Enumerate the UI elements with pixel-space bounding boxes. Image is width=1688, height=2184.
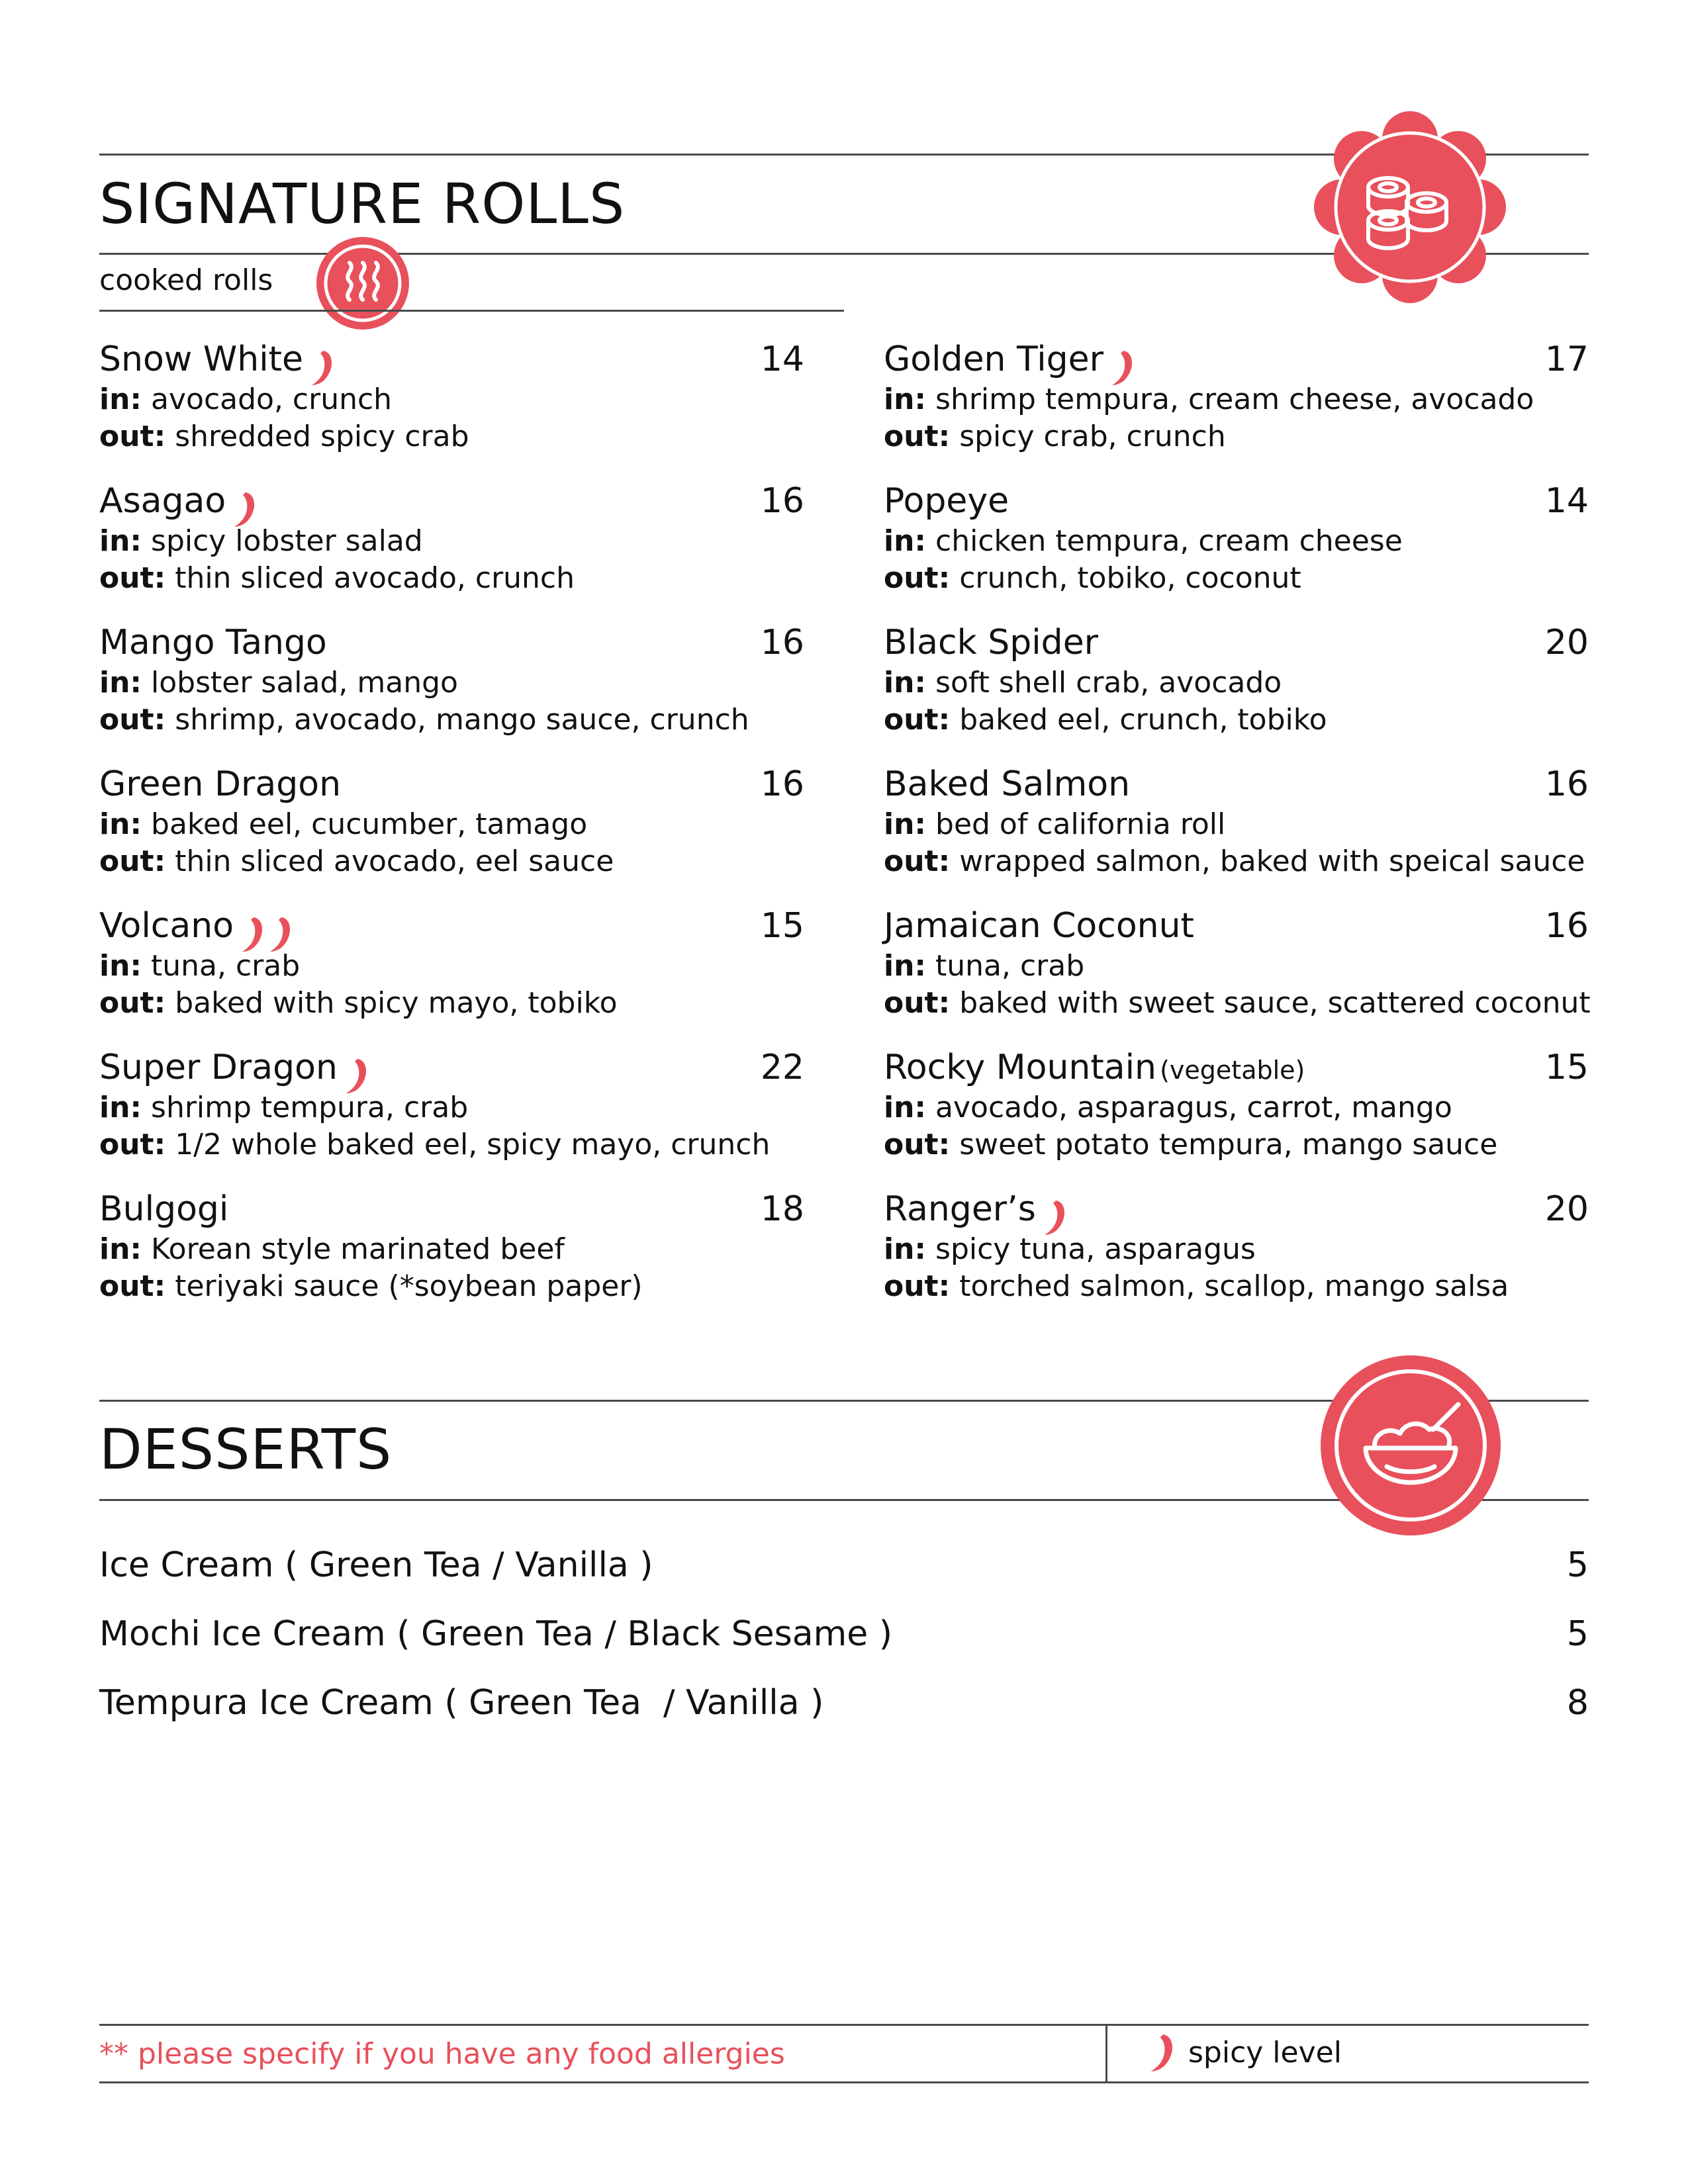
chili-pepper-icon — [344, 1058, 371, 1095]
roll-in: in: Korean style marinated beef — [99, 1232, 565, 1266]
chili-pepper-icon — [310, 349, 336, 387]
rolls-right-column — [884, 338, 1589, 1317]
steam-badge — [316, 237, 409, 330]
chili-pepper-icon — [1149, 2033, 1178, 2073]
cooked-rolls-subtitle: cooked rolls — [99, 263, 273, 297]
dessert-item — [99, 1680, 1589, 1726]
roll-price: 15 — [1544, 1048, 1589, 1087]
dessert-price: 5 — [1566, 1545, 1589, 1585]
roll-name: Asagao — [99, 481, 226, 521]
roll-price: 14 — [1544, 481, 1589, 521]
roll-item — [884, 762, 1589, 880]
roll-in: in: tuna, crab — [884, 949, 1085, 983]
roll-name: Jamaican Coconut — [884, 906, 1194, 946]
roll-item — [884, 1187, 1589, 1305]
roll-price: 16 — [1544, 906, 1589, 946]
roll-price: 16 — [760, 623, 804, 662]
roll-out: out: torched salmon, scallop, mango salsa — [884, 1269, 1509, 1303]
sushi-rolls-badge — [1314, 111, 1506, 303]
dessert-item — [99, 1542, 1589, 1588]
roll-name: Snow White — [99, 340, 304, 379]
roll-price: 22 — [760, 1048, 804, 1087]
roll-price: 18 — [760, 1189, 804, 1229]
roll-out: out: 1/2 whole baked eel, spicy mayo, crunch — [99, 1128, 771, 1161]
roll-name: Green Dragon — [99, 764, 342, 804]
roll-item — [99, 479, 804, 597]
roll-price: 16 — [760, 764, 804, 804]
desserts-title: DESSERTS — [99, 1417, 393, 1482]
roll-price: 16 — [1544, 764, 1589, 804]
roll-price: 20 — [1544, 623, 1589, 662]
allergy-note: ** please specify if you have any food allergies — [99, 2037, 785, 2071]
spicy-legend-label: spicy level — [1188, 2036, 1342, 2070]
roll-in: in: bed of california roll — [884, 807, 1226, 841]
footer-top-rule — [99, 2024, 1589, 2026]
roll-name: Black Spider — [884, 623, 1099, 662]
roll-item — [884, 1046, 1589, 1163]
roll-name: Super Dragon — [99, 1048, 338, 1087]
roll-price: 17 — [1544, 340, 1589, 379]
dessert-name: Mochi Ice Cream ( Green Tea / Black Sesame ) — [99, 1614, 893, 1654]
roll-out: out: shrimp, avocado, mango sauce, crunch — [99, 703, 749, 737]
roll-in: in: avocado, crunch — [99, 383, 393, 416]
roll-in: in: shrimp tempura, crab — [99, 1091, 469, 1124]
rolls-left-column — [99, 338, 804, 1317]
roll-in: in: chicken tempura, cream cheese — [884, 524, 1403, 558]
steam-icon — [316, 237, 409, 330]
roll-in: in: spicy tuna, asparagus — [884, 1232, 1256, 1266]
roll-out: out: spicy crab, crunch — [884, 420, 1226, 453]
roll-note: (vegetable) — [1160, 1056, 1305, 1085]
roll-item — [99, 1046, 804, 1163]
roll-in: in: tuna, crab — [99, 949, 301, 983]
sushi-rolls-icon — [1314, 111, 1506, 303]
chili-pepper-icon — [1043, 1199, 1069, 1236]
signature-rolls-title: SIGNATURE ROLLS — [99, 171, 626, 236]
dessert-name: Ice Cream ( Green Tea / Vanilla ) — [99, 1545, 653, 1585]
roll-item — [884, 621, 1589, 739]
subtitle-rule — [99, 310, 844, 312]
roll-item — [99, 621, 804, 739]
roll-in: in: soft shell crab, avocado — [884, 666, 1282, 700]
footer-bottom-rule — [99, 2081, 1589, 2083]
dessert-item — [99, 1611, 1589, 1657]
roll-price: 14 — [760, 340, 804, 379]
roll-item — [99, 762, 804, 880]
roll-price: 20 — [1544, 1189, 1589, 1229]
roll-out: out: thin sliced avocado, crunch — [99, 561, 575, 595]
dessert-price: 8 — [1566, 1683, 1589, 1723]
roll-out: out: baked with spicy mayo, tobiko — [99, 986, 618, 1020]
roll-out: out: wrapped salmon, baked with speical sauce — [884, 844, 1585, 878]
roll-name: Mango Tango — [99, 623, 327, 662]
roll-item — [99, 338, 804, 455]
roll-item — [99, 904, 804, 1022]
roll-in: in: lobster salad, mango — [99, 666, 458, 700]
roll-out: out: shredded spicy crab — [99, 420, 469, 453]
roll-name: Ranger’s — [884, 1189, 1036, 1229]
roll-in: in: spicy lobster salad — [99, 524, 423, 558]
roll-in: in: avocado, asparagus, carrot, mango — [884, 1091, 1452, 1124]
roll-price: 15 — [760, 906, 804, 946]
roll-item — [884, 338, 1589, 455]
roll-name: Rocky Mountain — [884, 1048, 1157, 1087]
roll-name: Bulgogi — [99, 1189, 229, 1229]
roll-in: in: baked eel, cucumber, tamago — [99, 807, 588, 841]
dessert-name: Tempura Ice Cream ( Green Tea / Vanilla ) — [99, 1683, 824, 1723]
chili-pepper-icon — [1110, 349, 1137, 387]
ice-cream-bowl-icon — [1321, 1355, 1501, 1535]
roll-out: out: crunch, tobiko, coconut — [884, 561, 1301, 595]
roll-price: 16 — [760, 481, 804, 521]
roll-out: out: thin sliced avocado, eel sauce — [99, 844, 614, 878]
dessert-price: 5 — [1566, 1614, 1589, 1654]
roll-name: Golden Tiger — [884, 340, 1104, 379]
roll-item — [99, 1187, 804, 1305]
spicy-legend — [1149, 2033, 1342, 2073]
roll-name: Popeye — [884, 481, 1009, 521]
roll-name: Baked Salmon — [884, 764, 1131, 804]
roll-out: out: baked eel, crunch, tobiko — [884, 703, 1327, 737]
roll-out: out: teriyaki sauce (*soybean paper) — [99, 1269, 643, 1303]
roll-item — [884, 479, 1589, 597]
roll-out: out: baked with sweet sauce, scattered coconut — [884, 986, 1591, 1020]
roll-out: out: sweet potato tempura, mango sauce — [884, 1128, 1498, 1161]
roll-item — [884, 904, 1589, 1022]
roll-name: Volcano — [99, 906, 234, 946]
footer-divider — [1105, 2024, 1107, 2083]
chili-pepper-icon — [232, 491, 259, 528]
ice-cream-badge — [1321, 1355, 1501, 1535]
chili-pepper-icon — [240, 916, 267, 953]
chili-pepper-icon — [268, 916, 295, 953]
roll-in: in: shrimp tempura, cream cheese, avocado — [884, 383, 1534, 416]
